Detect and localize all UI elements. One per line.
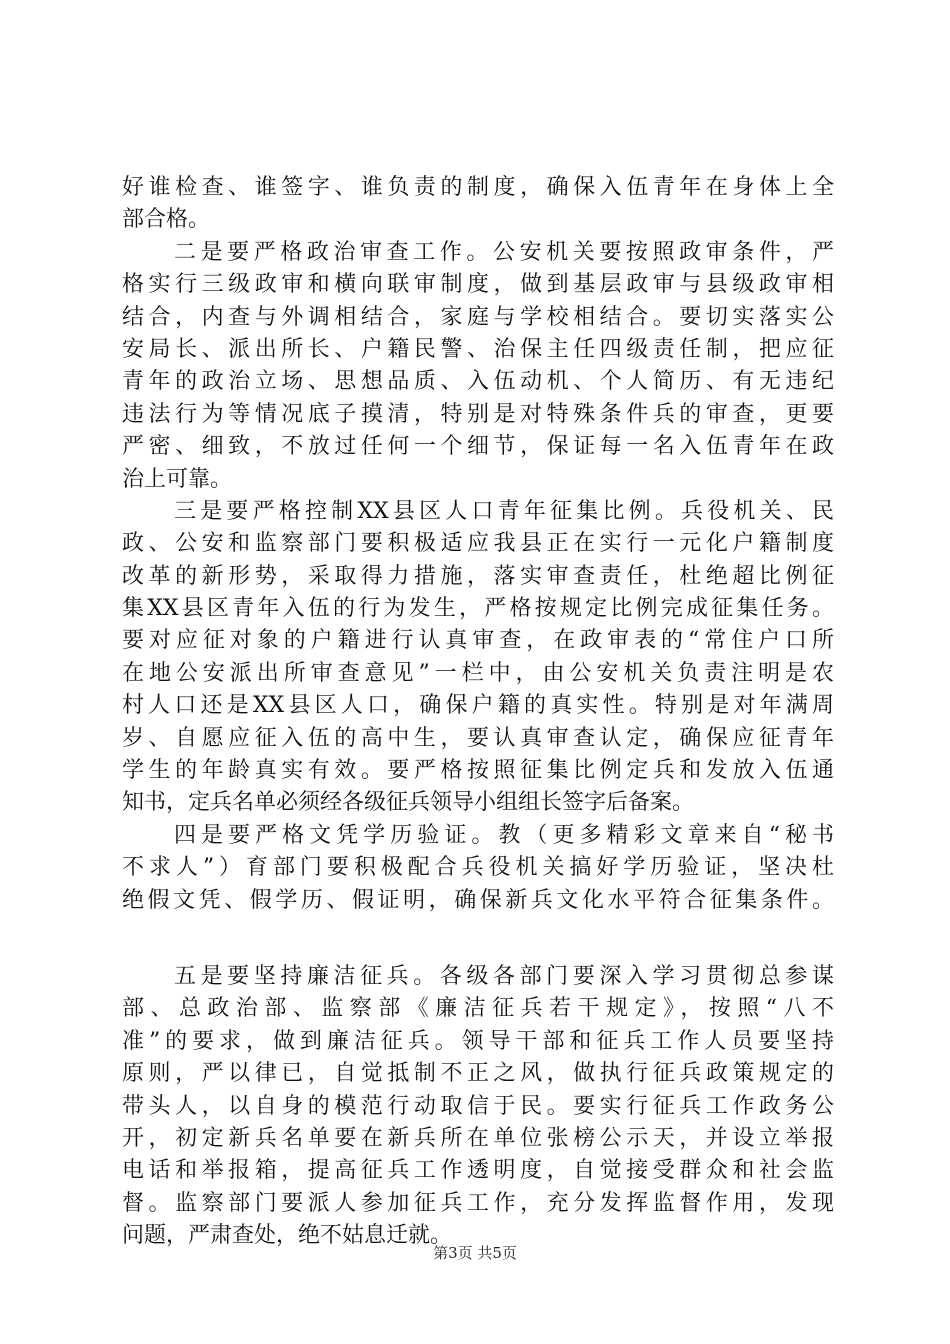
text-line: 好谁检查、谁签字、谁负责的制度，确保入伍青年在身体上全 [122,175,834,200]
text-line: 青年的政治立场、思想品质、入伍动机、个人简历、有无违纪 [122,369,834,395]
text-line: 严密、细致，不放过任何一个细节，保证每一名入伍青年在政 [122,434,834,460]
text-line: 四是要严格文凭学历验证。教（更多精彩文章来自“秘书 [174,822,834,848]
text-line: 绝假文凭、假学历、假证明，确保新兵文化水平符合征集条件。 [122,887,834,913]
text-line: 要对应征对象的户籍进行认真审查，在政审表的“常住户口所 [122,628,834,654]
text-line: 违法行为等情况底子摸清，特别是对特殊条件兵的审查，更要 [122,401,834,427]
text-line: 政、公安和监察部门要积极适应我县正在实行一元化户籍制度 [122,531,834,557]
text-line: 二是要严格政治审查工作。公安机关要按照政审条件，严 [174,239,834,265]
text-line: 岁、自愿应征入伍的高中生，要认真审查认定，确保应征青年 [122,725,834,751]
text-line: 三是要严格控制XX县区人口青年征集比例。兵役机关、民 [174,498,834,524]
text-line: 结合，内查与外调相结合，家庭与学校相结合。要切实落实公 [122,304,834,330]
text-line: 格实行三级政审和横向联审制度，做到基层政审与县级政审相 [122,272,834,298]
text-line: 部、总政治部、监察部《廉洁征兵若干规定》，按照“八不 [122,996,834,1022]
paragraph-gap [122,917,834,961]
text-line: 电话和举报箱，提高征兵工作透明度，自觉接受群众和社会监 [122,1158,834,1184]
text-line: 部合格。 [122,207,211,233]
text-line: 不求人”）育部门要积极配合兵役机关搞好学历验证，坚决杜 [122,855,834,881]
text-line: 问题，严肃查处，绝不姑息迁就。 [122,1223,453,1249]
text-line: 村人口还是XX县区人口，确保户籍的真实性。特别是对年满周 [122,693,834,719]
text-line: 带头人，以自身的模范行动取信于民。要实行征兵工作政务公 [122,1093,834,1119]
text-line: 改革的新形势，采取得力措施，落实审查责任，杜绝超比例征 [122,563,834,589]
text-line: 治上可靠。 [122,466,233,492]
text-line: 安局长、派出所长、户籍民警、治保主任四级责任制，把应征 [122,336,834,362]
document-body [122,172,834,1253]
text-line: 原则，严以律已，自觉抵制不正之风，做执行征兵政策规定的 [122,1061,834,1087]
text-line: 五是要坚持廉洁征兵。各级各部门要深入学习贯彻总参谋 [174,963,834,989]
text-line: 学生的年龄真实有效。要严格按照征集比例定兵和发放入伍通 [122,758,834,784]
text-line: 集XX县区青年入伍的行为发生，严格按规定比例完成征集任务。 [122,596,834,622]
text-line: 在地公安派出所审查意见”一栏中，由公安机关负责注明是农 [122,660,834,686]
text-line: 开，初定新兵名单要在新兵所在单位张榜公示天，并设立举报 [122,1125,834,1151]
text-line: 准”的要求，做到廉洁征兵。领导干部和征兵工作人员要坚持 [122,1028,834,1054]
page-footer: 第3页 共5页 [433,1244,517,1262]
text-line: 知书，定兵名单必须经各级征兵领导小组组长签字后备案。 [122,790,695,816]
text-line: 督。监察部门要派人参加征兵工作，充分发挥监督作用，发现 [122,1190,834,1216]
